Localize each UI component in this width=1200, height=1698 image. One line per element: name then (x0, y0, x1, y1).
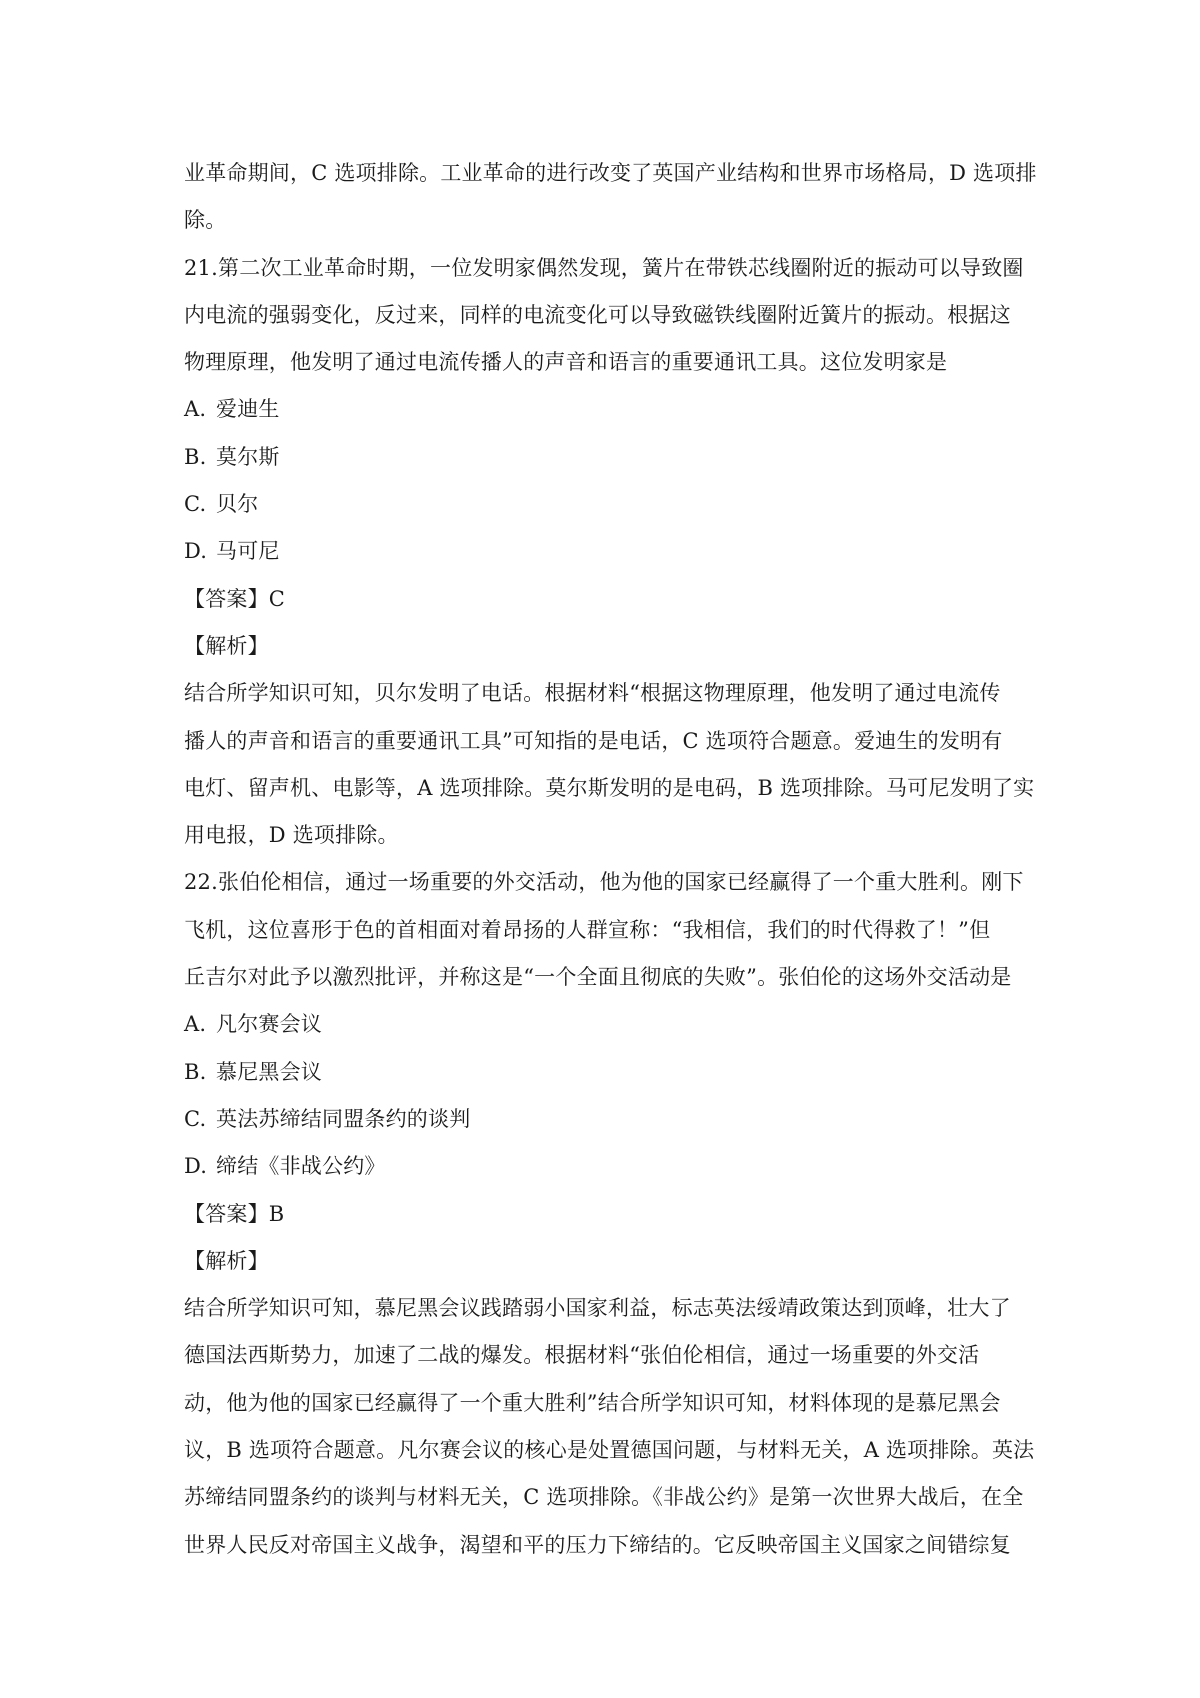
option-letter: C. (184, 1106, 207, 1131)
option-d (184, 528, 1034, 575)
question-stem-line: 物理原理，他发明了通过电流传播人的声音和语言的重要通讯工具。这位发明家是 (184, 350, 948, 375)
analysis-line: 结合所学知识可知，慕尼黑会议践踏弱小国家利益，标志英法绥靖政策达到顶峰，壮大了 (184, 1296, 1011, 1321)
analysis-label: 【解析】 (184, 1248, 269, 1273)
question-21 (184, 245, 1034, 860)
option-text: 慕尼黑会议 (216, 1059, 322, 1084)
option-text: 凡尔赛会议 (216, 1012, 322, 1037)
option-letter: D. (184, 1154, 208, 1179)
option-c (184, 481, 1034, 528)
analysis-line: 播人的声音和语言的重要通讯工具”可知指的是电话，C 选项符合题意。爱迪生的发明有 (184, 728, 1003, 753)
option-a (184, 1001, 1034, 1048)
option-text: 莫尔斯 (216, 444, 280, 469)
option-letter: A. (184, 1012, 207, 1037)
option-d (184, 1143, 1034, 1190)
option-letter: C. (184, 492, 207, 517)
option-b (184, 434, 1034, 481)
question-stem-line: 22.张伯伦相信，通过一场重要的外交活动，他为他的国家已经赢得了一个重大胜利。刚下 (184, 870, 1024, 895)
question-stem-line: 飞机，这位喜形于色的首相面对着昂扬的人群宣称：“我相信，我们的时代得救了！”但 (184, 917, 991, 942)
analysis-line: 德国法西斯势力，加速了二战的爆发。根据材料“张伯伦相信，通过一场重要的外交活 (184, 1343, 980, 1368)
analysis-line: 世界人民反对帝国主义战争，渴望和平的压力下缔结的。它反映帝国主义国家之间错综复 (184, 1532, 1011, 1557)
question-22 (184, 859, 1034, 1568)
text-line: 业革命期间，C 选项排除。工业革命的进行改变了英国产业结构和世界市场格局，D 选项排 (184, 161, 1037, 185)
option-text: 英法苏缔结同盟条约的谈判 (216, 1106, 471, 1131)
option-text: 贝尔 (216, 492, 259, 517)
option-text: 缔结《非战公约》 (216, 1154, 386, 1179)
analysis-line: 动，他为他的国家已经赢得了一个重大胜利”结合所学知识可知，材料体现的是慕尼黑会 (184, 1390, 1001, 1415)
answer-line: 【答案】C (184, 586, 286, 611)
option-c (184, 1096, 1034, 1143)
option-a (184, 386, 1034, 433)
option-letter: B. (184, 444, 207, 469)
text-line: 除。 (184, 208, 227, 233)
question-stem-line: 丘吉尔对此予以激烈批评，并称这是“一个全面且彻底的失败”。张伯伦的这场外交活动是 (184, 965, 1012, 990)
document-page (184, 150, 1037, 1569)
option-text: 爱迪生 (216, 397, 280, 422)
question-stem-line: 21.第二次工业革命时期，一位发明家偶然发现，簧片在带铁芯线圈附近的振动可以导致圈 (184, 255, 1024, 280)
option-letter: B. (184, 1059, 207, 1084)
analysis-line: 用电报，D 选项排除。 (184, 823, 399, 848)
analysis-line: 结合所学知识可知，贝尔发明了电话。根据材料“根据这物理原理，他发明了通过电流传 (184, 681, 1001, 706)
analysis-line: 苏缔结同盟条约的谈判与材料无关，C 选项排除。《非战公约》是第一次世界大战后，在全 (184, 1485, 1024, 1510)
option-b (184, 1049, 1034, 1096)
option-letter: A. (184, 397, 207, 422)
analysis-label: 【解析】 (184, 633, 269, 658)
analysis-line: 议，B 选项符合题意。凡尔赛会议的核心是处置德国问题，与材料无关，A 选项排除。英法 (184, 1438, 1035, 1463)
question-stem-line: 内电流的强弱变化，反过来，同样的电流变化可以导致磁铁线圈附近簧片的振动。根据这 (184, 302, 1011, 327)
previous-analysis-continuation (184, 150, 1037, 245)
answer-line: 【答案】B (184, 1201, 285, 1226)
analysis-line: 电灯、留声机、电影等，A 选项排除。莫尔斯发明的是电码，B 选项排除。马可尼发明了实 (184, 775, 1035, 800)
option-text: 马可尼 (216, 539, 280, 564)
option-letter: D. (184, 539, 208, 564)
